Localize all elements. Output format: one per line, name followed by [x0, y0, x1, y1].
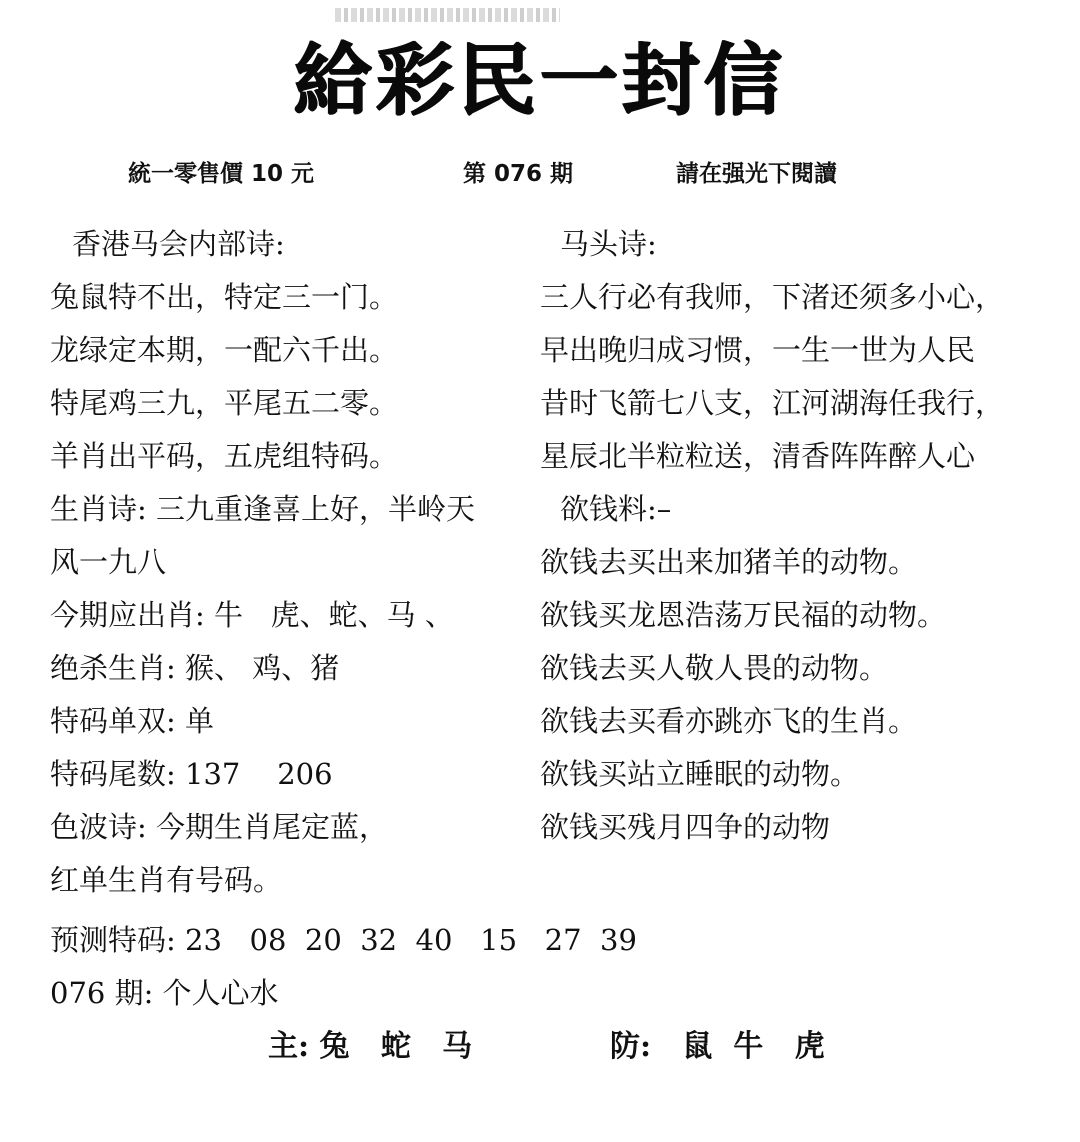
hk-poem-heading: 香港马会内部诗:: [72, 227, 285, 261]
issue-label: 第 076 期: [463, 161, 574, 187]
page-title: 給彩民一封信: [293, 36, 786, 126]
expected-zodiacs: 今期应出肖: 牛 虎、蛇、马 、: [50, 598, 454, 632]
predicted-numbers: 预测特码: 23 08 20 32 40 15 27 39: [50, 923, 637, 957]
guard-picks: 防: 鼠 牛 虎: [610, 1029, 825, 1064]
issue-tip: 076 期: 个人心水: [50, 976, 279, 1010]
riddle-line: 欲钱去买看亦跳亦飞的生肖。: [540, 704, 918, 738]
odd-even: 特码单双: 单: [50, 704, 214, 738]
riddle-line: 欲钱去买人敬人畏的动物。: [540, 651, 889, 685]
riddle-line: 欲钱去买出来加猪羊的动物。: [540, 545, 918, 579]
horse-poem-line: 早出晚归成习惯，一生一世为人民: [540, 333, 976, 367]
price-label: 統一零售價 10 元: [128, 161, 315, 187]
left-line: 羊肖出平码，五虎组特码。: [50, 439, 399, 473]
riddle-heading: 欲钱料:–: [560, 492, 672, 526]
color-poem-line: 红单生肖有号码。: [50, 863, 283, 897]
zodiac-poem-line: 风一九八: [50, 545, 167, 579]
riddle-line: 欲钱买龙恩浩荡万民福的动物。: [540, 598, 947, 632]
reading-notice: 請在强光下閱讀: [676, 161, 837, 187]
riddle-line: 欲钱买残月四争的动物: [540, 810, 831, 844]
eliminated-zodiacs: 绝杀生肖: 猴、 鸡、猪: [50, 651, 340, 685]
tail-numbers: 特码尾数: 137 206: [50, 757, 333, 791]
horse-poem-line: 昔时飞箭七八支，江河湖海任我行，: [540, 386, 1005, 420]
horse-poem-heading: 马头诗:: [560, 227, 657, 261]
horse-poem-line: 三人行必有我师，下渚还须多小心，: [540, 280, 1005, 314]
riddle-line: 欲钱买站立睡眠的动物。: [540, 757, 860, 791]
left-line: 龙绿定本期，一配六千出。: [50, 333, 399, 367]
left-line: 特尾鸡三九，平尾五二零。: [50, 386, 399, 420]
main-picks: 主: 兔 蛇 马: [268, 1029, 473, 1064]
scan-artifact: [335, 8, 560, 22]
horse-poem-line: 星辰北半粒粒送，清香阵阵醉人心: [540, 439, 976, 473]
color-poem-line: 色波诗: 今期生肖尾定蓝，: [50, 810, 388, 844]
zodiac-poem-line: 生肖诗: 三九重逢喜上好，半岭天: [50, 492, 475, 526]
left-line: 兔鼠特不出，特定三一门。: [50, 280, 399, 314]
